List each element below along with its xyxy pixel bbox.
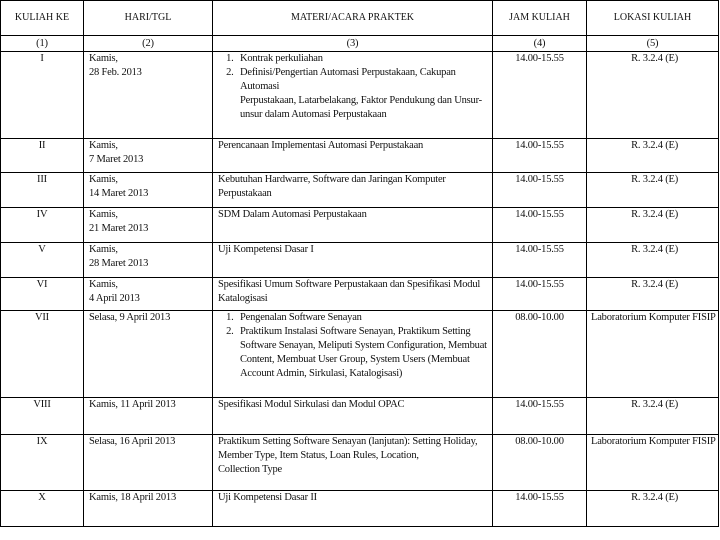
table-row [1, 435, 719, 491]
kuliah-ke-cell: VI [1, 278, 84, 311]
col-number: (2) [84, 36, 213, 52]
hari-tgl-cell [84, 398, 213, 435]
date-text: 14 Maret 2013 [89, 188, 149, 199]
lokasi-cell: R. 3.2.4 (E) [587, 139, 719, 173]
materi-item: 2. Praktikum Instalasi Software Senayan, Praktikum Setting Software Senayan, Meliputi System Configuration, Membuat Content, Membuat User Group, System Users (Membuat Account Admin, Sirkulasi, Katalogisasi) [236, 325, 487, 381]
jam-cell: 14.00-15.55 [493, 173, 587, 208]
header-kuliah-ke: KULIAH KE [1, 1, 84, 36]
col-number: (3) [213, 36, 493, 52]
materi-cell: Perencanaan Implementasi Automasi Perpustakaan [213, 139, 493, 173]
header-row [1, 1, 719, 36]
hari-tgl-cell [84, 173, 213, 208]
materi-item: 2. Definisi/Pengertian Automasi Perpustakaan, Cakupan Automasi Perpustakaan, Latarbelakang, Faktor Pendukung dan Unsur- unsur dalam Automasi Perpustakaan [236, 66, 487, 122]
lokasi-cell: R. 3.2.4 (E) [587, 398, 719, 435]
header-materi: MATERI/ACARA PRAKTEK [213, 1, 493, 36]
materi-item: 1. Kontrak perkuliahan [236, 52, 487, 66]
kuliah-ke-cell: VIII [1, 398, 84, 435]
lokasi-cell: R. 3.2.4 (E) [587, 173, 719, 208]
kuliah-ke-cell: X [1, 491, 84, 527]
kuliah-ke-cell: IX [1, 435, 84, 491]
materi-cell: Kebutuhan Hardwarre, Software dan Jaringan Komputer Perpustakaan [213, 173, 493, 208]
lokasi-cell: R. 3.2.4 (E) [587, 278, 719, 311]
table-row [1, 311, 719, 398]
header-lokasi: LOKASI KULIAH [587, 1, 719, 36]
day-text: Kamis, [89, 244, 118, 255]
hari-tgl-cell [84, 491, 213, 527]
materi-cell: Spesifikasi Umum Software Perpustakaan dan Spesifikasi Modul Katalogisasi [213, 278, 493, 311]
date-text: Kamis, 18 April 2013 [89, 492, 176, 503]
table-row [1, 139, 719, 173]
materi-cell [213, 52, 493, 139]
kuliah-ke-cell: I [1, 52, 84, 139]
header-hari-tgl: HARI/TGL [84, 1, 213, 36]
col-number: (1) [1, 36, 84, 52]
table-row [1, 208, 719, 243]
jam-cell: 14.00-15.55 [493, 243, 587, 278]
hari-tgl-cell [84, 52, 213, 139]
col-number: (5) [587, 36, 719, 52]
date-text: 4 April 2013 [89, 293, 140, 304]
jam-cell: 14.00-15.55 [493, 278, 587, 311]
materi-cell: Spesifikasi Modul Sirkulasi dan Modul OPAC [213, 398, 493, 435]
hari-tgl-cell [84, 311, 213, 398]
hari-tgl-cell [84, 139, 213, 173]
jam-cell: 08.00-10.00 [493, 435, 587, 491]
date-text: Selasa, 9 April 2013 [89, 312, 171, 323]
header-jam: JAM KULIAH [493, 1, 587, 36]
day-text: Kamis, [89, 53, 118, 64]
date-text: 7 Maret 2013 [89, 154, 144, 165]
jam-cell: 14.00-15.55 [493, 139, 587, 173]
day-text: Kamis, [89, 279, 118, 290]
hari-tgl-cell [84, 435, 213, 491]
table-row [1, 52, 719, 139]
materi-cell [213, 311, 493, 398]
jam-cell: 14.00-15.55 [493, 398, 587, 435]
hari-tgl-cell [84, 243, 213, 278]
kuliah-ke-cell: VII [1, 311, 84, 398]
materi-cell: SDM Dalam Automasi Perpustakaan [213, 208, 493, 243]
date-text: Selasa, 16 April 2013 [89, 436, 176, 447]
date-text: 28 Maret 2013 [89, 258, 149, 269]
date-text: Kamis, 11 April 2013 [89, 399, 176, 410]
table-row [1, 173, 719, 208]
materi-cell: Uji Kompetensi Dasar I [213, 243, 493, 278]
lokasi-cell: Laboratorium Komputer FISIP [587, 311, 719, 398]
hari-tgl-cell [84, 278, 213, 311]
materi-cell: Uji Kompetensi Dasar II [213, 491, 493, 527]
jam-cell: 14.00-15.55 [493, 52, 587, 139]
date-text: 28 Feb. 2013 [89, 67, 142, 78]
materi-cell: Praktikum Setting Software Senayan (lanjutan): Setting Holiday, Member Type, Item Status, Loan Rules, Location, Collection Type [213, 435, 493, 491]
date-text: 21 Maret 2013 [89, 223, 149, 234]
day-text: Kamis, [89, 174, 118, 185]
lokasi-cell: Laboratorium Komputer FISIP [587, 435, 719, 491]
table-row [1, 278, 719, 311]
day-text: Kamis, [89, 140, 118, 151]
jam-cell: 14.00-15.55 [493, 491, 587, 527]
lokasi-cell: R. 3.2.4 (E) [587, 52, 719, 139]
kuliah-ke-cell: II [1, 139, 84, 173]
jam-cell: 08.00-10.00 [493, 311, 587, 398]
kuliah-ke-cell: IV [1, 208, 84, 243]
table-row [1, 491, 719, 527]
table-row [1, 243, 719, 278]
col-number: (4) [493, 36, 587, 52]
kuliah-ke-cell: III [1, 173, 84, 208]
jam-cell: 14.00-15.55 [493, 208, 587, 243]
lokasi-cell: R. 3.2.4 (E) [587, 491, 719, 527]
lokasi-cell: R. 3.2.4 (E) [587, 208, 719, 243]
hari-tgl-cell [84, 208, 213, 243]
kuliah-ke-cell: V [1, 243, 84, 278]
table-row [1, 398, 719, 435]
lokasi-cell: R. 3.2.4 (E) [587, 243, 719, 278]
column-number-row [1, 36, 719, 52]
day-text: Kamis, [89, 209, 118, 220]
materi-item: 1. Pengenalan Software Senayan [236, 311, 487, 325]
